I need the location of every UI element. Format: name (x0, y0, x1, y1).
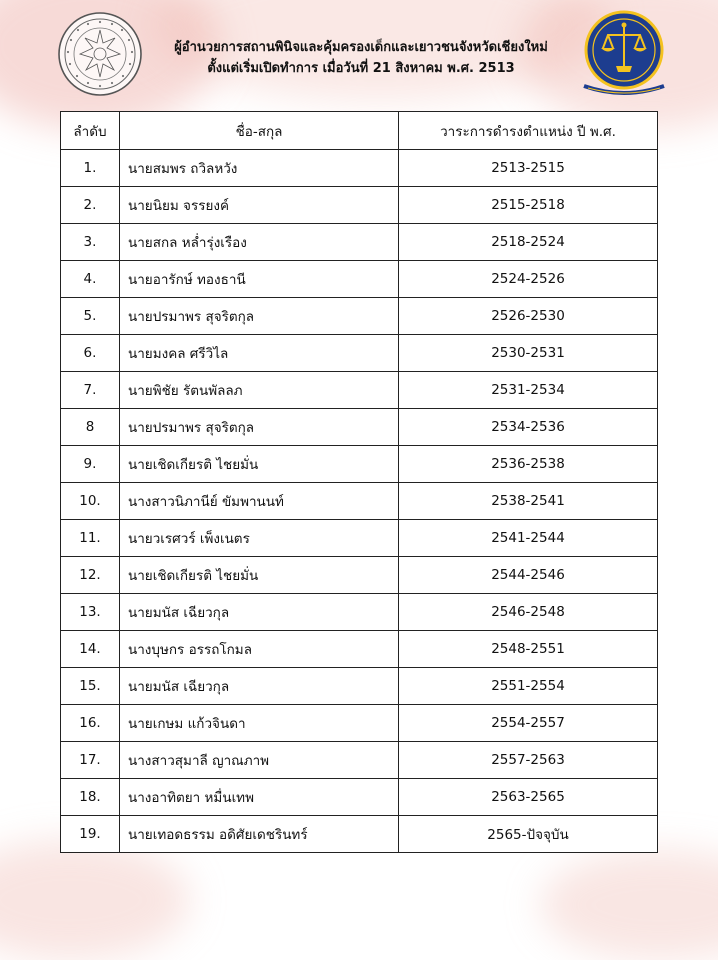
title-line-1: ผู้อำนวยการสถานพินิจและคุ้มครองเด็กและเยาวชนจังหวัดเชียงใหม่ (174, 40, 548, 55)
row-order: 12. (61, 557, 120, 594)
row-term: 2548-2551 (399, 631, 658, 668)
title-line-2: ตั้งแต่เริ่มเปิดทำการ เมื่อวันที่ 21 สิงหาคม พ.ศ. 2513 (207, 61, 515, 76)
page-title (146, 37, 576, 79)
row-name: นายสกล หล่ำรุ่งเรือง (120, 224, 399, 261)
table-row (61, 816, 658, 853)
row-name: นายมงคล ศรีวิไล (120, 335, 399, 372)
row-name: นายเชิดเกียรติ ไชยมั่น (120, 557, 399, 594)
row-name: นายมนัส เฉียวกุล (120, 668, 399, 705)
table-row (61, 631, 658, 668)
row-term: 2544-2546 (399, 557, 658, 594)
row-term: 2515-2518 (399, 187, 658, 224)
row-term: 2557-2563 (399, 742, 658, 779)
row-order: 19. (61, 816, 120, 853)
row-order: 13. (61, 594, 120, 631)
row-name: นายปรมาพร สุจริตกุล (120, 409, 399, 446)
row-term: 2541-2544 (399, 520, 658, 557)
row-term: 2554-2557 (399, 705, 658, 742)
row-term: 2534-2536 (399, 409, 658, 446)
table-row (61, 335, 658, 372)
table-row (61, 779, 658, 816)
row-name: นายอารักษ์ ทองธานี (120, 261, 399, 298)
header-term: วาระการดำรงตำแหน่ง ปี พ.ศ. (399, 112, 658, 150)
row-term: 2526-2530 (399, 298, 658, 335)
row-order: 17. (61, 742, 120, 779)
header-order: ลำดับ (61, 112, 120, 150)
row-name: นางอาทิตยา หมื่นเทพ (120, 779, 399, 816)
table-row (61, 409, 658, 446)
row-order: 11. (61, 520, 120, 557)
page-header (0, 0, 718, 110)
row-name: นายมนัส เฉียวกุล (120, 594, 399, 631)
table-row (61, 261, 658, 298)
table-row (61, 372, 658, 409)
row-name: นายเชิดเกียรติ ไชยมั่น (120, 446, 399, 483)
circular-seal-icon (57, 11, 143, 97)
row-order: 14. (61, 631, 120, 668)
row-order: 7. (61, 372, 120, 409)
directors-table-container (60, 111, 658, 853)
table-header-row (61, 112, 658, 150)
row-term: 2546-2548 (399, 594, 658, 631)
header-name: ชื่อ-สกุล (120, 112, 399, 150)
row-term: 2536-2538 (399, 446, 658, 483)
row-term: 2531-2534 (399, 372, 658, 409)
background-watercolor-splash (0, 840, 190, 960)
table-row (61, 557, 658, 594)
row-name: นางสาวสุมาลี ญาณภาพ (120, 742, 399, 779)
table-row (61, 742, 658, 779)
row-name: นายพิชัย รัตนพัลลภ (120, 372, 399, 409)
table-row (61, 594, 658, 631)
row-term: 2524-2526 (399, 261, 658, 298)
row-term: 2551-2554 (399, 668, 658, 705)
row-name: นายเกษม แก้วจินดา (120, 705, 399, 742)
row-order: 2. (61, 187, 120, 224)
table-row (61, 483, 658, 520)
row-name: นายปรมาพร สุจริตกุล (120, 298, 399, 335)
row-order: 1. (61, 150, 120, 187)
row-term: 2530-2531 (399, 335, 658, 372)
table-row (61, 187, 658, 224)
row-order: 9. (61, 446, 120, 483)
table-row (61, 150, 658, 187)
row-term: 2565-ปัจจุบัน (399, 816, 658, 853)
row-order: 6. (61, 335, 120, 372)
background-watercolor-splash (540, 850, 718, 960)
directors-table (60, 111, 658, 853)
row-name: นายวเรศวร์ เพ็งเนตร (120, 520, 399, 557)
row-order: 3. (61, 224, 120, 261)
scales-of-justice-emblem-icon (578, 8, 670, 100)
row-order: 15. (61, 668, 120, 705)
row-order: 16. (61, 705, 120, 742)
row-term: 2538-2541 (399, 483, 658, 520)
table-row (61, 520, 658, 557)
row-name: นางบุษกร อรรถโกมล (120, 631, 399, 668)
row-order: 8 (61, 409, 120, 446)
row-name: นายเทอดธรรม อดิศัยเดชรินทร์ (120, 816, 399, 853)
table-row (61, 446, 658, 483)
row-order: 18. (61, 779, 120, 816)
table-row (61, 668, 658, 705)
row-name: นายสมพร ถวิลหวัง (120, 150, 399, 187)
table-row (61, 224, 658, 261)
table-row (61, 705, 658, 742)
row-order: 5. (61, 298, 120, 335)
row-name: นายนิยม จรรยงค์ (120, 187, 399, 224)
row-order: 4. (61, 261, 120, 298)
row-term: 2518-2524 (399, 224, 658, 261)
table-row (61, 298, 658, 335)
table-body (61, 150, 658, 853)
row-order: 10. (61, 483, 120, 520)
row-term: 2513-2515 (399, 150, 658, 187)
row-term: 2563-2565 (399, 779, 658, 816)
row-name: นางสาวนิภานีย์ ขัมพานนท์ (120, 483, 399, 520)
